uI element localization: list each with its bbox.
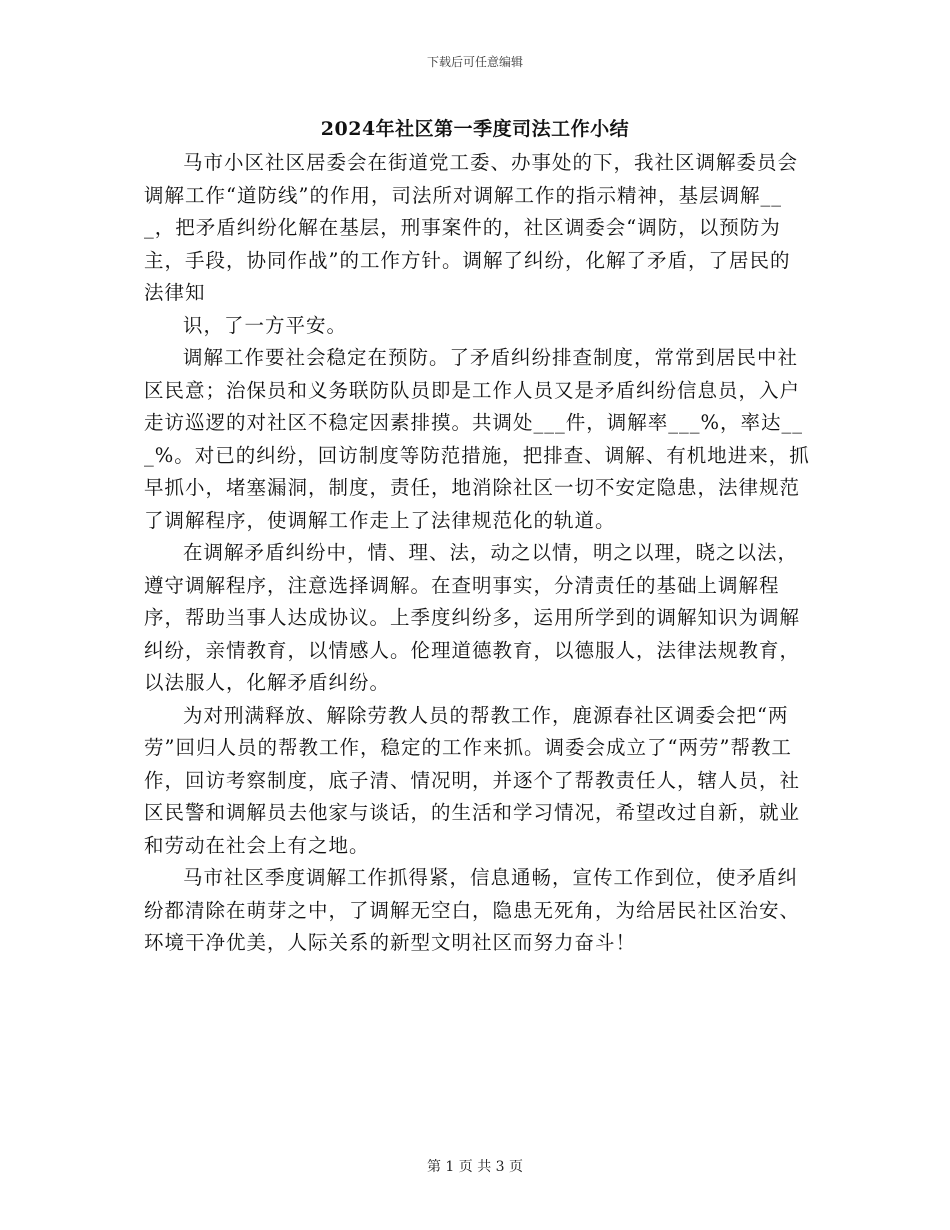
header-note: 下载后可任意编辑 (426, 55, 523, 69)
paragraph-2: 识，了一方平安。 (183, 313, 348, 337)
document-body (144, 147, 810, 960)
paragraph-5: 为对刑满释放、解除劳教人员的帮教工作，鹿源春社区调委会把“两劳”回归人员的帮教工作，稳定的工作来抓。调委会成立了“两劳”帮教工作，回访考察制度，底子清、情况明，并逐个了帮教责任人，辖人员，社区民警和调解员去他家与谈话，的生活和学习情况，希望改过自新，就业和劳动在社会上有之地。 (144, 703, 801, 857)
paragraph-1: 马市小区社区居委会在街道党工委、办事处的下，我社区调解委员会调解工作“道防线”的作用，司法所对调解工作的指示精神，基层调解___，把矛盾纠纷化解在基层，刑事案件的，社区调委会“调防，以预防为主，手段，协同作战”的工作方针。调解了纠纷，化解了矛盾，了居民的法律知 (144, 151, 799, 304)
paragraph-4: 在调解矛盾纠纷中，情、理、法，动之以情，明之以理，晓之以法，遵守调解程序，注意选择调解。在查明事实，分清责任的基础上调解程序，帮助当事人达成协议。上季度纠纷多，运用所学到的调解知识为调解纠纷，亲情教育，以情感人。伦理道德教育，以德服人，法律法规教育，以法服人，化解矛盾纠纷。 (144, 541, 801, 694)
document-title: 2024年社区第一季度司法工作小结 (320, 118, 630, 140)
page-number-footer: 第 1 页 共 3 页 (426, 1159, 524, 1175)
paragraph-6: 马市社区季度调解工作抓得紧，信息通畅，宣传工作到位，使矛盾纠纷都清除在萌芽之中，了调解无空白，隐患无死角，为给居民社区治安、环境干净优美，人际关系的新型文明社区而努力奋斗！ (144, 866, 801, 954)
paragraph-3: 调解工作要社会稳定在预防。了矛盾纠纷排查制度，常常到居民中社区民意；治保员和义务联防队员即是工作人员又是矛盾纠纷信息员，入户走访巡逻的对社区不稳定因素排摸。共调处___件，调解率___%，率达___%。对已的纠纷，回访制度等防范措施，把排查、调解、有机地进来，抓早抓小，堵塞漏洞，制度，责任，地消除社区一切不安定隐患，法律规范了调解程序，使调解工作走上了法律规范化的轨道。 (144, 346, 810, 532)
